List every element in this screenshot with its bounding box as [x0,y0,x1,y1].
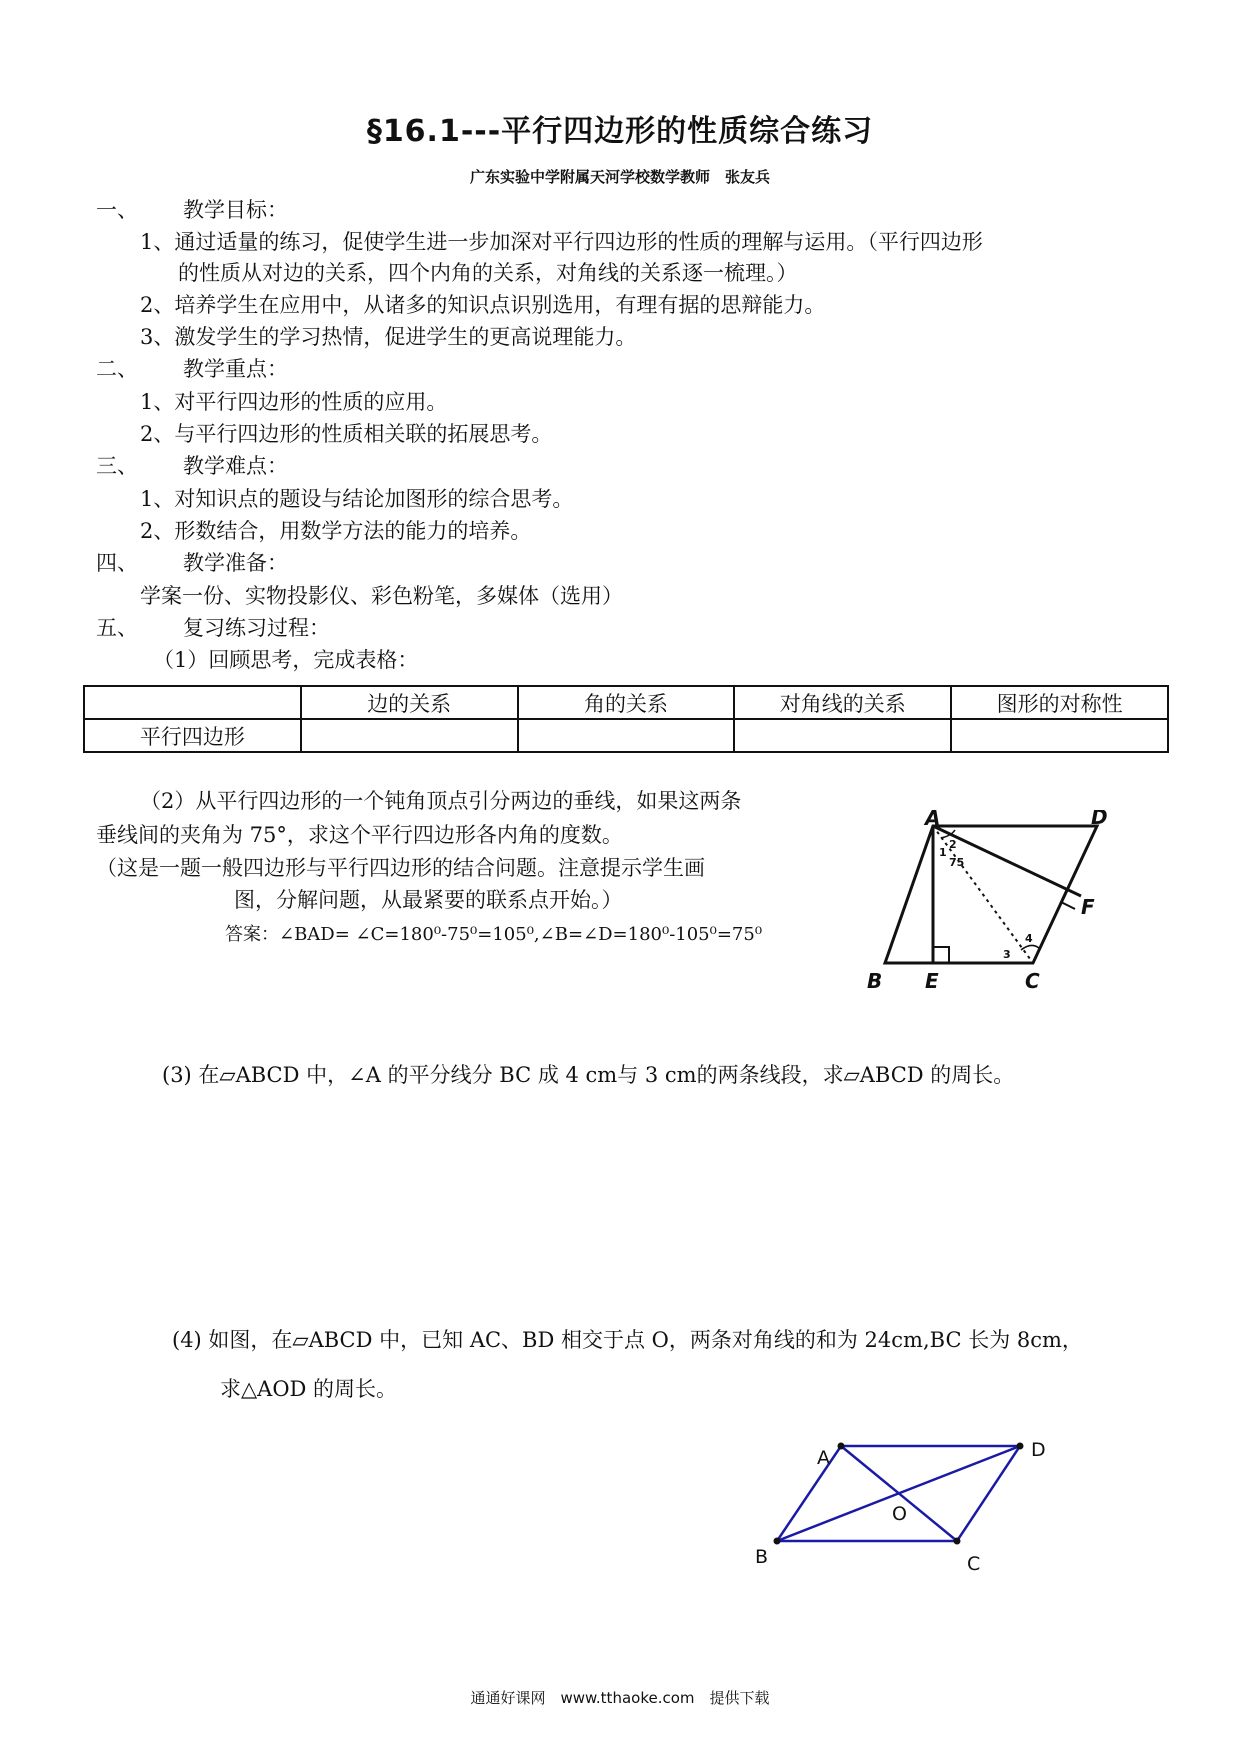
q2-label-a: A [925,810,941,830]
q2-label-d: D [1091,810,1108,829]
table-header-cell: 角的关系 [518,686,735,719]
q4-diagonal-bd [777,1446,1020,1541]
q4-vertex-b [774,1538,781,1545]
section-number-2: 二、 [96,357,138,381]
section-number-4: 四、 [96,551,138,575]
q2-angle-label-75: 75 [949,856,965,869]
table-cell-blank [951,719,1168,752]
table-header-cell: 图形的对称性 [951,686,1168,719]
objective-line-1: 1、通过适量的练习，促使学生进一步加深对平行四边形的性质的理解与运用。（平行四边形 [140,230,983,254]
q4-vertex-a [838,1443,845,1450]
q2-label-f: F [1081,895,1095,919]
q2-label-c: C [1025,969,1040,993]
preparation-text: 学案一份、实物投影仪、彩色粉笔，多媒体（选用） [140,584,623,608]
table-row [84,719,1168,752]
q4-label-d: D [1031,1439,1046,1461]
q2-angle-label-2: 2 [949,838,957,851]
table-header-cell: 对角线的关系 [734,686,951,719]
section-number-1: 一、 [96,198,138,222]
q4-label-o: O [892,1503,907,1525]
section-heading-review: 复习练习过程： [183,616,330,640]
table-header-row [84,686,1168,719]
q2-line-1: （2）从平行四边形的一个钝角顶点引分两边的垂线，如果这两条 [140,789,742,813]
q2-line-3: （这是一题一般四边形与平行四边形的结合问题。注意提示学生画 [96,856,705,880]
key-point-2: 2、与平行四边形的性质相关联的拓展思考。 [140,422,553,446]
q4-label-a: A [817,1447,830,1469]
q2-label-e: E [925,969,939,993]
objective-line-3: 3、激发学生的学习热情，促进学生的更高说理能力。 [140,325,637,349]
q2-line-4: 图，分解问题，从最紧要的联系点开始。） [234,888,623,912]
review-table [83,685,1169,753]
q2-angle-label-4: 4 [1025,932,1033,945]
q4-vertex-c [954,1538,961,1545]
key-point-1: 1、对平行四边形的性质的应用。 [140,390,448,414]
table-cell-blank [301,719,518,752]
q2-angle-label-3: 3 [1003,948,1011,961]
q2-parallelogram-figure [855,810,1135,1005]
table-cell-blank [734,719,951,752]
section-number-3: 三、 [96,454,138,478]
q2-diagonal-ac [933,826,1033,963]
page-title: §16.1---平行四边形的性质综合练习 [366,114,874,149]
q4-vertex-d [1017,1443,1024,1450]
table-cell-blank [518,719,735,752]
section-heading-preparation: 教学准备： [183,551,288,575]
table-header-cell [84,686,301,719]
section-heading-key-points: 教学重点： [183,357,288,381]
objective-line-2: 2、培养学生在应用中，从诸多的知识点识别选用，有理有据的思辩能力。 [140,293,826,317]
q2-right-angle-e [933,947,949,963]
section-heading-objectives: 教学目标： [183,198,288,222]
q2-line-2: 垂线间的夹角为 75°，求这个平行四边形各内角的度数。 [96,823,623,847]
objective-line-1-cont: 的性质从对边的关系，四个内角的关系，对角线的关系逐一梳理。） [178,261,798,285]
author-line: 广东实验中学附属天河学校数学教师 张友兵 [469,168,770,186]
footer-credit: 通通好课网 www.tthaoke.com 提供下载 [470,1689,770,1707]
review-intro: （1）回顾思考，完成表格： [153,648,419,672]
q4-line-2: 求△AOD 的周长。 [220,1377,398,1401]
difficulty-2: 2、形数结合，用数学方法的能力的培养。 [140,519,532,543]
q2-angle-label-1: 1 [939,846,947,859]
q4-label-c: C [967,1553,981,1573]
section-number-5: 五、 [96,616,138,640]
q2-angle-arc-c [1021,945,1039,950]
table-header-cell: 边的关系 [301,686,518,719]
q3-text: (3) 在▱ABCD 中，∠A 的平分线分 BC 成 4 cm与 3 cm的两条线段，求▱ABCD 的周长。 [162,1063,1015,1087]
table-row-label: 平行四边形 [84,719,301,752]
q2-answer: 答案：∠BAD= ∠C=180⁰-75⁰=105⁰,∠B=∠D=180⁰-105⁰=75⁰ [225,924,763,945]
difficulty-1: 1、对知识点的题设与结论加图形的综合思考。 [140,487,574,511]
q2-label-b: B [867,969,883,993]
q4-label-b: B [755,1546,769,1568]
q4-parallelogram-figure [755,1428,1075,1573]
section-heading-difficulties: 教学难点： [183,454,288,478]
q4-line-1: (4) 如图，在▱ABCD 中，已知 AC、BD 相交于点 O，两条对角线的和为 24cm,BC 长为 8cm， [172,1328,1083,1352]
